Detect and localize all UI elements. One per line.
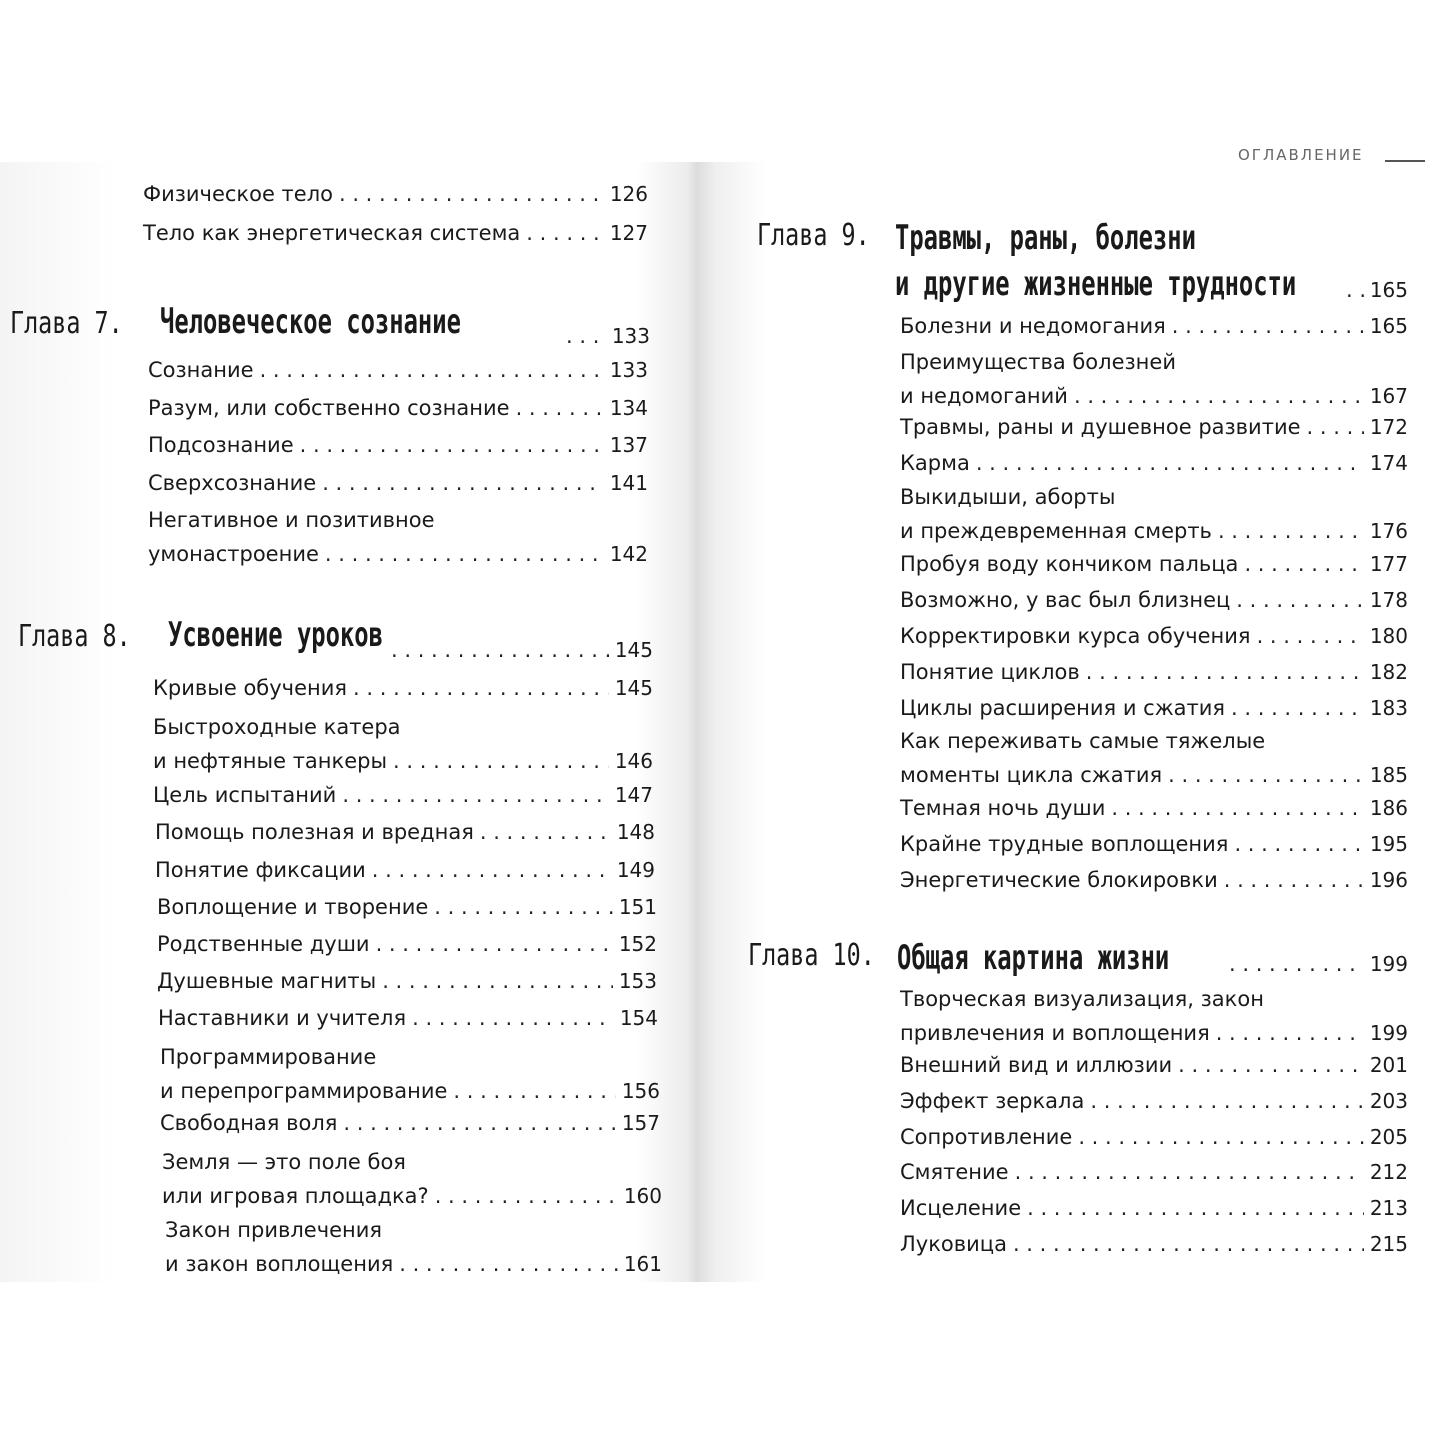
toc-entry[interactable]: Болезни и недомогания . . . 165 [900, 308, 1408, 344]
toc-entry[interactable]: Родственные души . . . 152 [157, 926, 657, 962]
toc-entry[interactable]: Воплощение и творение . . . 151 [157, 889, 657, 925]
toc-entry[interactable]: Корректировки курса обучения . . . 180 [900, 618, 1408, 654]
toc-entry[interactable]: Травмы, раны и душевное развитие . . . 172 [900, 409, 1408, 445]
toc-entry[interactable]: Исцеление . . . 213 [900, 1190, 1408, 1226]
toc-entry[interactable]: Как переживать самые тяжелые моменты цикла сжатия . . . 185 [900, 724, 1408, 792]
toc-entry[interactable]: Закон привлечения и закон воплощения . . . 161 [165, 1213, 662, 1281]
toc-entry[interactable]: Тело как энергетическая система . . . 127 [143, 215, 648, 251]
toc-entry: . . . 133 [560, 318, 650, 354]
toc-entry[interactable]: Разум, или собственно сознание . . . 134 [148, 390, 648, 426]
toc-entry: . . . 165 [1340, 272, 1408, 308]
toc-entry: . . . 199 [1223, 946, 1408, 982]
running-header: ОГЛАВЛЕНИЕ [1238, 146, 1364, 164]
toc-entry[interactable]: Подсознание . . . 137 [148, 427, 648, 463]
toc-entry[interactable]: Сопротивление . . . 205 [900, 1119, 1408, 1155]
chapter-10-title: Общая картина жизни [897, 938, 1170, 978]
toc-entry[interactable]: Возможно, у вас был близнец . . . 178 [900, 582, 1408, 618]
toc-entry[interactable]: Энергетические блокировки . . . 196 [900, 862, 1408, 898]
toc-entry[interactable]: Циклы расширения и сжатия . . . 183 [900, 690, 1408, 726]
chapter-heading-9[interactable]: Глава 9. [757, 218, 870, 253]
toc-entry[interactable]: Помощь полезная и вредная . . . 148 [155, 814, 655, 850]
toc-entry[interactable]: Эффект зеркала . . . 203 [900, 1083, 1408, 1119]
toc-entry[interactable]: Наставники и учителя . . . 154 [158, 1000, 658, 1036]
toc-entry[interactable]: Сверхсознание . . . 141 [148, 465, 648, 501]
chapter-heading-7[interactable]: Глава 7. Человеческое сознание [10, 302, 461, 342]
chapter-9-title-line1: Травмы, раны, болезни [895, 218, 1196, 258]
toc-entry[interactable]: Внешний вид и иллюзии . . . 201 [900, 1047, 1408, 1083]
toc-entry[interactable]: Преимущества болезней и недомоганий . . . 167 [900, 345, 1408, 413]
toc-entry[interactable]: Негативное и позитивное умонастроение . . . 142 [148, 503, 648, 571]
toc-entry[interactable]: Земля — это поле боя или игровая площадка? . . . 160 [162, 1145, 662, 1213]
toc-entry[interactable]: Программирование и перепрограммирование . . . 156 [160, 1040, 660, 1108]
toc-entry[interactable]: Пробуя воду кончиком пальца . . . 177 [900, 546, 1408, 582]
toc-entry[interactable]: Кривые обучения . . . 145 [153, 670, 653, 706]
toc-entry[interactable]: Карма . . . 174 [900, 445, 1408, 481]
toc-entry: . . . 145 [385, 632, 653, 668]
toc-entry[interactable]: Сознание . . . 133 [148, 352, 648, 388]
toc-entry[interactable]: Понятие циклов . . . 182 [900, 654, 1408, 690]
header-rule [1385, 160, 1425, 162]
toc-entry[interactable]: Выкидыши, аборты и преждевременная смерть . . . 176 [900, 480, 1408, 548]
toc-entry[interactable]: Быстроходные катера и нефтяные танкеры . . . 146 [153, 710, 653, 778]
toc-entry[interactable]: Смятение . . . 212 [900, 1154, 1408, 1190]
chapter-heading-8[interactable]: Глава 8. Усвоение уроков [18, 615, 383, 655]
toc-entry[interactable]: Понятие фиксации . . . 149 [155, 852, 655, 888]
toc-entry[interactable]: Цель испытаний . . . 147 [153, 777, 653, 813]
toc-entry[interactable]: Свободная воля . . . 157 [160, 1105, 660, 1141]
toc-entry[interactable]: Творческая визуализация, закон привлечения и воплощения . . . 199 [900, 982, 1408, 1050]
chapter-9-title-line2: и другие жизненные трудности [895, 264, 1297, 304]
toc-entry[interactable]: Душевные магниты . . . 153 [157, 963, 657, 999]
chapter-heading-10[interactable]: Глава 10. [748, 938, 875, 973]
toc-entry[interactable]: Крайне трудные воплощения . . . 195 [900, 826, 1408, 862]
toc-entry[interactable]: Физическое тело . . . 126 [143, 176, 648, 212]
toc-entry[interactable]: Луковица . . . 215 [900, 1226, 1408, 1262]
toc-entry[interactable]: Темная ночь души . . . 186 [900, 790, 1408, 826]
